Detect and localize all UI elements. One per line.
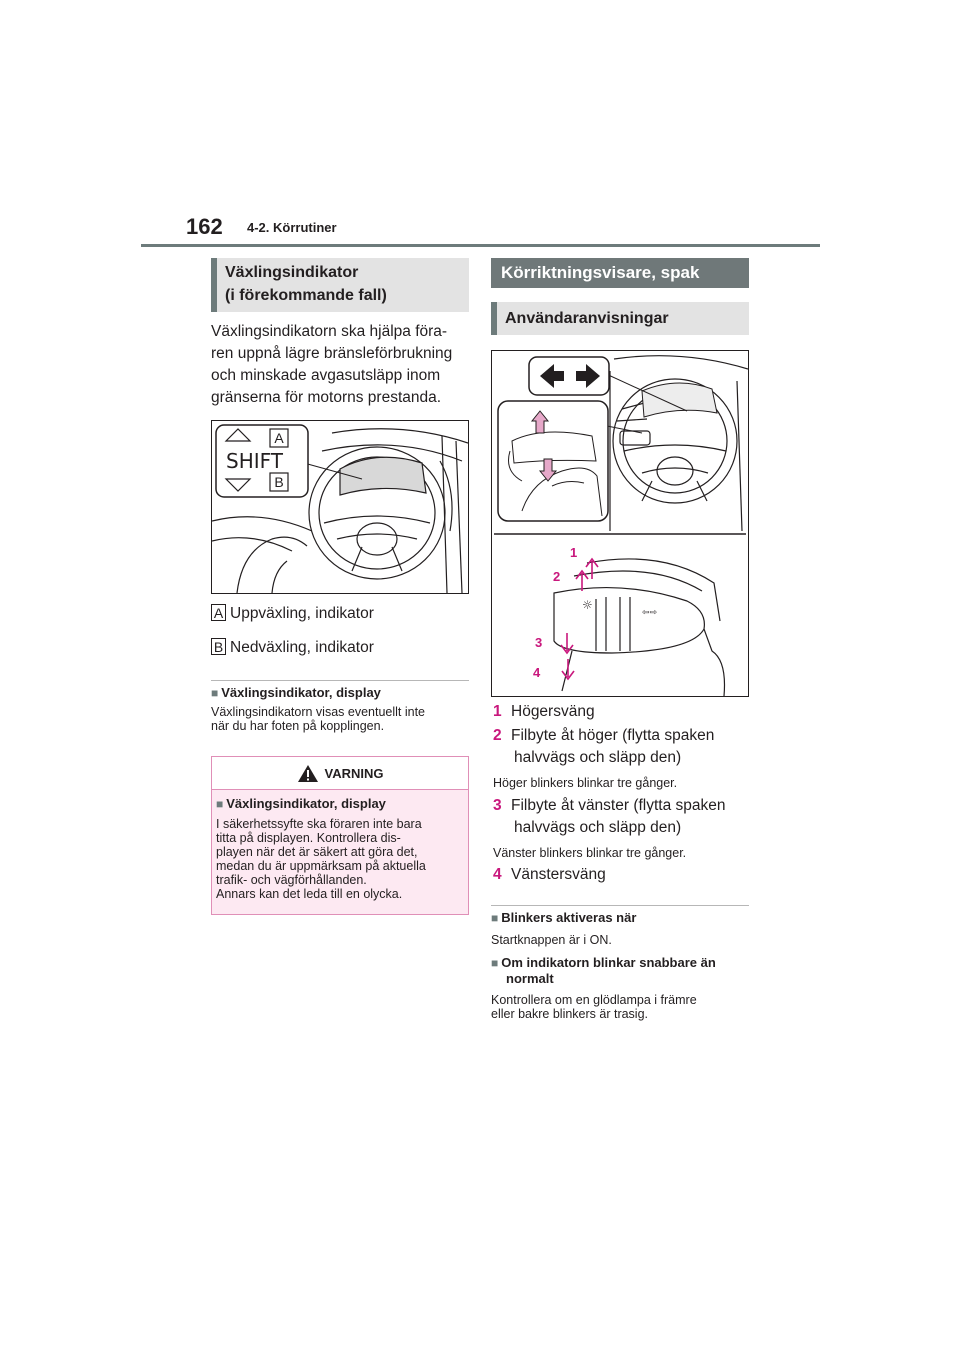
intro-line: och minskade avgasutsläpp inom [211, 367, 441, 384]
note2-line: eller bakre blinkers är trasig. [491, 1007, 649, 1021]
figure-number-1: 1 [570, 545, 578, 560]
section-title-turn-signal: Körriktningsvisare, spak [491, 258, 749, 288]
note2-line: Kontrollera om en glödlampa i främre [491, 993, 697, 1007]
legend-text: Uppväxling, indikator [230, 605, 374, 622]
section-title-line: Växlingsindikator [225, 264, 359, 281]
legend-item-b [211, 637, 374, 659]
step-text: halvvägs och släpp den) [514, 749, 682, 766]
step-number: 1 [493, 703, 502, 720]
step-2-note: Höger blinkers blinkar tre gånger. [493, 776, 678, 790]
dashboard-drawing [212, 421, 468, 593]
turn-symbol-icon: ⇦⇨ [642, 608, 658, 618]
step-number: 3 [493, 797, 502, 814]
legend-key: A [211, 604, 226, 621]
note-divider [211, 680, 469, 681]
step-number: 2 [493, 727, 502, 744]
page-number: 162 [186, 214, 223, 239]
warning-content [212, 790, 468, 901]
notes-divider [491, 905, 749, 906]
section-title-line: (i förekommande fall) [225, 287, 387, 304]
legend-key: B [211, 638, 226, 655]
warning-heading: ■ Växlingsindikator, display [216, 796, 386, 811]
warning-line: trafik- och vägförhållanden. [216, 873, 367, 887]
note-line: Växlingsindikatorn visas eventuellt inte [211, 705, 426, 719]
figure-number-3: 3 [535, 635, 543, 650]
label-a: A [274, 430, 284, 446]
step-4 [493, 864, 755, 886]
section-title-shift-indicator [211, 258, 469, 312]
turn-signal-illustration [491, 350, 749, 697]
warning-line: medan du är uppmärksam på aktuella [216, 859, 426, 873]
shift-text: SHIFT [226, 449, 284, 473]
warning-line: I säkerhetssyfte ska föraren inte bara [216, 817, 422, 831]
legend-item-a [211, 603, 374, 625]
square-bullet-icon: ■ [491, 956, 499, 970]
step-number: 4 [493, 866, 502, 883]
step-text: Filbyte åt vänster (flytta spaken [511, 797, 726, 814]
light-symbol-icon: ☼ [582, 598, 593, 612]
step-1 [493, 701, 755, 723]
warning-line: Annars kan det leda till en olycka. [216, 887, 403, 901]
note-line: när du har foten på kopplingen. [211, 719, 385, 733]
intro-line: gränserna för motorns prestanda. [211, 389, 442, 406]
subsection-title-instructions: Användaranvisningar [491, 302, 749, 335]
chapter-title: 4-2. Körrutiner [247, 220, 337, 235]
intro-line: ren uppnå lägre bränsleförbrukning [211, 345, 453, 362]
note1-text: Startknappen är i ON. [491, 933, 612, 947]
square-bullet-icon: ■ [216, 797, 224, 811]
intro-line: Växlingsindikatorn ska hjälpa föra- [211, 323, 448, 340]
square-bullet-icon: ■ [491, 911, 499, 925]
legend-text: Nedväxling, indikator [230, 639, 374, 656]
intro-paragraph [211, 321, 473, 409]
warning-icon [297, 764, 319, 783]
figure-number-4: 4 [533, 665, 541, 680]
note1-heading: ■ Blinkers aktiveras när [491, 910, 637, 925]
figure-number-2: 2 [553, 569, 561, 584]
warning-box [211, 756, 469, 915]
note-heading: ■ Växlingsindikator, display [211, 685, 381, 700]
note2-heading: ■ Om indikatorn blinkar snabbare än normalt [491, 955, 716, 986]
warning-line: titta på displayen. Kontrollera dis- [216, 831, 401, 845]
warning-line: playen när det är säkert att göra det, [216, 845, 418, 859]
step-text: Högersväng [511, 703, 595, 720]
step-3 [493, 795, 755, 839]
step-text: Vänstersväng [511, 866, 606, 883]
label-b: B [274, 474, 284, 490]
square-bullet-icon: ■ [211, 686, 219, 700]
note-text [211, 705, 473, 733]
step-text: halvvägs och släpp den) [514, 819, 682, 836]
note2-text [491, 993, 753, 1021]
header-rule [141, 244, 820, 247]
warning-text [216, 817, 468, 901]
step-2 [493, 725, 755, 769]
step-text: Filbyte åt höger (flytta spaken [511, 727, 715, 744]
turn-signal-lever-drawing [492, 351, 748, 696]
step-3-note: Vänster blinkers blinkar tre gånger. [493, 846, 687, 860]
warning-title: VARNING [324, 765, 384, 781]
warning-title-bar [212, 757, 468, 790]
shift-indicator-illustration [211, 420, 469, 594]
